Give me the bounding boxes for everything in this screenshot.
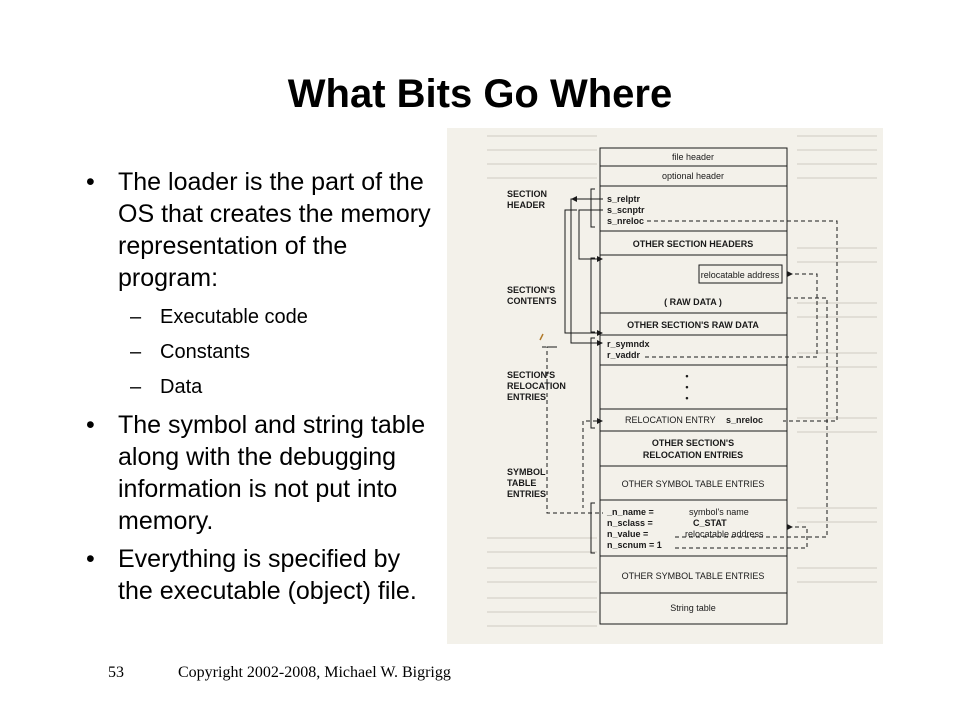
bullet-line: OS that creates the memory [118,200,431,228]
bullet-line: representation of the [118,232,348,260]
bullet-list [78,166,453,613]
bullet-item-loader [78,166,453,294]
sub-item-label: Executable code [160,306,308,328]
s-scnptr-text: s_scnptr [607,205,645,215]
side-label-contents-2: CONTENTS [507,296,557,306]
r-vaddr-text: r_vaddr [607,350,641,360]
relocatable-address-text: relocatable address [700,270,780,280]
ellipsis-dot-1: • [685,371,689,381]
c-stat-text: C_STAT [693,518,727,528]
sub-item-label: Data [160,376,203,398]
symbol-name-text: symbol's name [689,507,749,517]
r-symndx-text: r_symndx [607,339,650,349]
bullet-dot: • [86,545,95,573]
relocation-entry-ref-text: s_nreloc [726,415,764,425]
copyright: Copyright 2002-2008, Michael W. Bigrigg [178,664,451,681]
side-label-contents-1: SECTION'S [507,285,556,295]
sub-item-executable-code [78,300,453,335]
bullet-line: memory. [118,507,214,535]
other-relocation-text-1: OTHER SECTION'S [651,438,735,448]
s-relptr-text: s_relptr [607,194,641,204]
sub-list [78,300,453,405]
n-sclass-text: n_sclass = [607,518,653,528]
sub-dash: – [130,376,142,398]
sub-dash: – [130,341,142,363]
bullet-line: along with the debugging [118,443,397,471]
n-scnum-text: n_scnum = 1 [607,540,662,550]
coff-layout-diagram [447,128,883,644]
side-label-symtab-1: SYMBOL [507,467,546,477]
side-label-section-header-1: SECTION [507,189,548,199]
bullet-line: the executable (object) file. [118,577,417,605]
sub-dash: – [130,306,142,328]
other-symtab-text-1: OTHER SYMBOL TABLE ENTRIES [621,479,765,489]
string-table-text: String table [670,603,716,613]
side-label-symtab-2: TABLE [507,478,537,488]
bullet-line: program: [118,264,219,292]
n-value-text: n_value = [607,529,649,539]
raw-data-text: ( RAW DATA ) [664,297,722,307]
side-label-symtab-3: ENTRIES [507,489,547,499]
sub-item-data [78,370,453,405]
ellipsis-dot-2: • [685,382,689,392]
bullet-dot: • [86,411,95,439]
bullet-line: The loader is the part of the [118,168,424,196]
optional-header-text: optional header [661,171,725,181]
bullet-item-everything [78,543,453,607]
coff-layout-figure [447,128,883,644]
sub-item-label: Constants [160,341,251,363]
bullet-line: The symbol and string table [118,411,426,439]
file-header-text: file header [671,152,715,162]
bullet-line: information is not put into [118,475,398,503]
side-label-section-header-2: HEADER [507,200,546,210]
side-label-reloc-1: SECTION'S [507,370,556,380]
bullet-dot: • [86,168,95,196]
bullet-line: Everything is specified by [118,545,401,573]
ellipsis-dot-3: • [685,393,689,403]
n-name-text: _n_name = [607,507,654,517]
sub-item-constants [78,335,453,370]
side-label-reloc-2: RELOCATION [507,381,566,391]
relocation-entry-text: RELOCATION ENTRY [625,415,716,425]
bullet-item-symbol-table [78,409,453,537]
other-relocation-text-2: RELOCATION ENTRIES [642,450,744,460]
other-section-headers-text: OTHER SECTION HEADERS [632,239,754,249]
reloc-address-2-text: relocatable address [685,529,764,539]
other-raw-data-text: OTHER SECTION'S RAW DATA [627,320,759,330]
slide-title: What Bits Go Where [287,72,673,116]
s-nreloc-text: s_nreloc [607,216,645,226]
side-label-reloc-3: ENTRIES [507,392,547,402]
other-symtab-text-2: OTHER SYMBOL TABLE ENTRIES [621,571,765,581]
page-number: 53 [108,664,124,681]
